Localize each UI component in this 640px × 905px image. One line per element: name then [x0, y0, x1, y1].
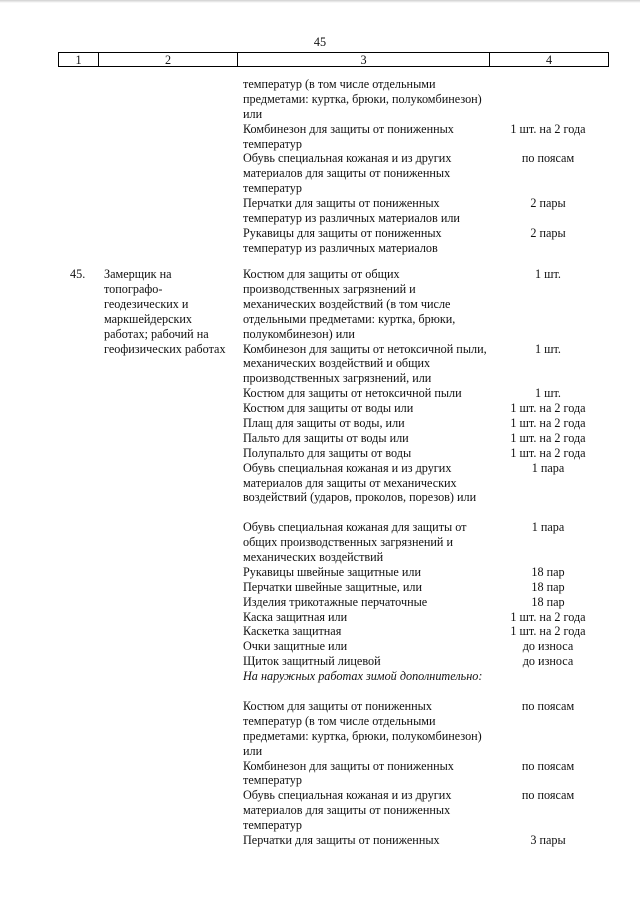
item-norm [491, 77, 605, 122]
item-norm: по поясам [521, 788, 575, 803]
item-norm [491, 669, 605, 699]
item-norm: 1 шт. на 2 года [510, 415, 586, 430]
section-note: На наружных работах зимой дополнительно: [243, 669, 483, 684]
header-col-3: 3 [238, 53, 490, 66]
item-norm: 18 пар [531, 579, 565, 594]
header-col-1: 1 [59, 53, 99, 66]
item-name: Костюм для защиты от воды или [243, 401, 414, 416]
item-norm: 1 пара [531, 460, 565, 475]
item-norm: 1 шт. на 2 года [510, 430, 586, 445]
item-norm: 1 пара [531, 520, 565, 535]
item-norm: 1 шт. на 2 года [510, 445, 586, 460]
item-norm: 1 шт. на 2 года [510, 401, 586, 416]
item-name: Обувь специальная кожаная для защиты от общих производственных загрязнений и механических воздействий [243, 520, 467, 565]
item-name: Костюм для защиты от пониженных температур (в том числе отдельными предметами: куртка, брюки, полукомбинезон) или [243, 698, 482, 758]
item-name: Рукавицы швейные защитные или [243, 564, 421, 579]
item-norm: 1 шт. на 2 года [510, 609, 586, 624]
entry-number: 45. [70, 267, 86, 281]
item-name: Обувь специальная кожаная и из других материалов для защиты от пониженных температур [243, 788, 452, 833]
scan-edge [0, 0, 640, 3]
item-norm: 1 шт. на 2 года [510, 121, 586, 136]
item-norm: 18 пар [531, 594, 565, 609]
item-name: Костюм для защиты от нетоксичной пыли [243, 386, 462, 401]
item-norm: 1 шт. [535, 267, 561, 281]
page-number: 45 [313, 35, 327, 49]
item-name: Перчатки для защиты от пониженных температур из различных материалов или [243, 196, 460, 226]
item-name: Комбинезон для защиты от пониженных температур [243, 121, 454, 151]
entry-norms-column [491, 267, 605, 848]
item-norm: 1 шт. на 2 года [510, 624, 586, 639]
item-name: Очки защитные или [243, 639, 348, 654]
item-norm: 3 пары [530, 833, 566, 848]
item-norm: до износа [522, 639, 574, 654]
item-norm: до износа [522, 654, 574, 669]
item-norm: по поясам [521, 151, 575, 166]
item-norm: по поясам [521, 698, 575, 713]
item-name: Перчатки для защиты от пониженных [243, 833, 440, 848]
item-name: Рукавицы для защиты от пониженных температур из различных материалов [243, 225, 442, 255]
item-norm: 1 шт. [535, 386, 561, 401]
profession-name: Замерщик на топографо-геодезических и маркшейдерских работах; рабочий на геофизических работах [104, 267, 226, 356]
item-name: Изделия трикотажные перчаточные [243, 594, 428, 609]
item-name: Каска защитная или [243, 609, 348, 624]
item-name: Полупальто для защиты от воды [243, 445, 412, 460]
header-col-2: 2 [99, 53, 238, 66]
item-name: Каскетка защитная [243, 624, 342, 639]
entry-items-column [243, 267, 491, 848]
item-norm: по поясам [521, 758, 575, 773]
item-norm: 2 пары [530, 225, 566, 240]
item-name: Плащ для защиты от воды, или [243, 415, 405, 430]
item-name: Обувь специальная кожаная и из других материалов для защиты от механических воздействий (ударов, проколов, порезов) или [243, 460, 477, 505]
item-name: Комбинезон для защиты от нетоксичной пыли, механических воздействий и общих производственных загрязнений, или [243, 341, 487, 386]
item-norm: 2 пары [530, 196, 566, 211]
item-name: Комбинезон для защиты от пониженных температур [243, 758, 454, 788]
item-name: Обувь специальная кожаная и из других материалов для защиты от пониженных температур [243, 151, 452, 196]
item-norm: 1 шт. [535, 341, 561, 356]
item-name: температур (в том числе отдельными предметами: куртка, брюки, полукомбинезон) или [243, 77, 482, 121]
item-name: Щиток защитный лицевой [243, 654, 381, 669]
item-name: Костюм для защиты от общих производственных загрязнений и механических воздействий (в том числе отдельными предметами: куртка, брюки, полукомбинезон) или [243, 267, 456, 341]
item-norm: 18 пар [531, 564, 565, 579]
header-col-4: 4 [545, 53, 553, 67]
item-name: Пальто для защиты от воды или [243, 430, 409, 445]
table-header [58, 52, 609, 67]
item-name: Перчатки швейные защитные, или [243, 579, 423, 594]
